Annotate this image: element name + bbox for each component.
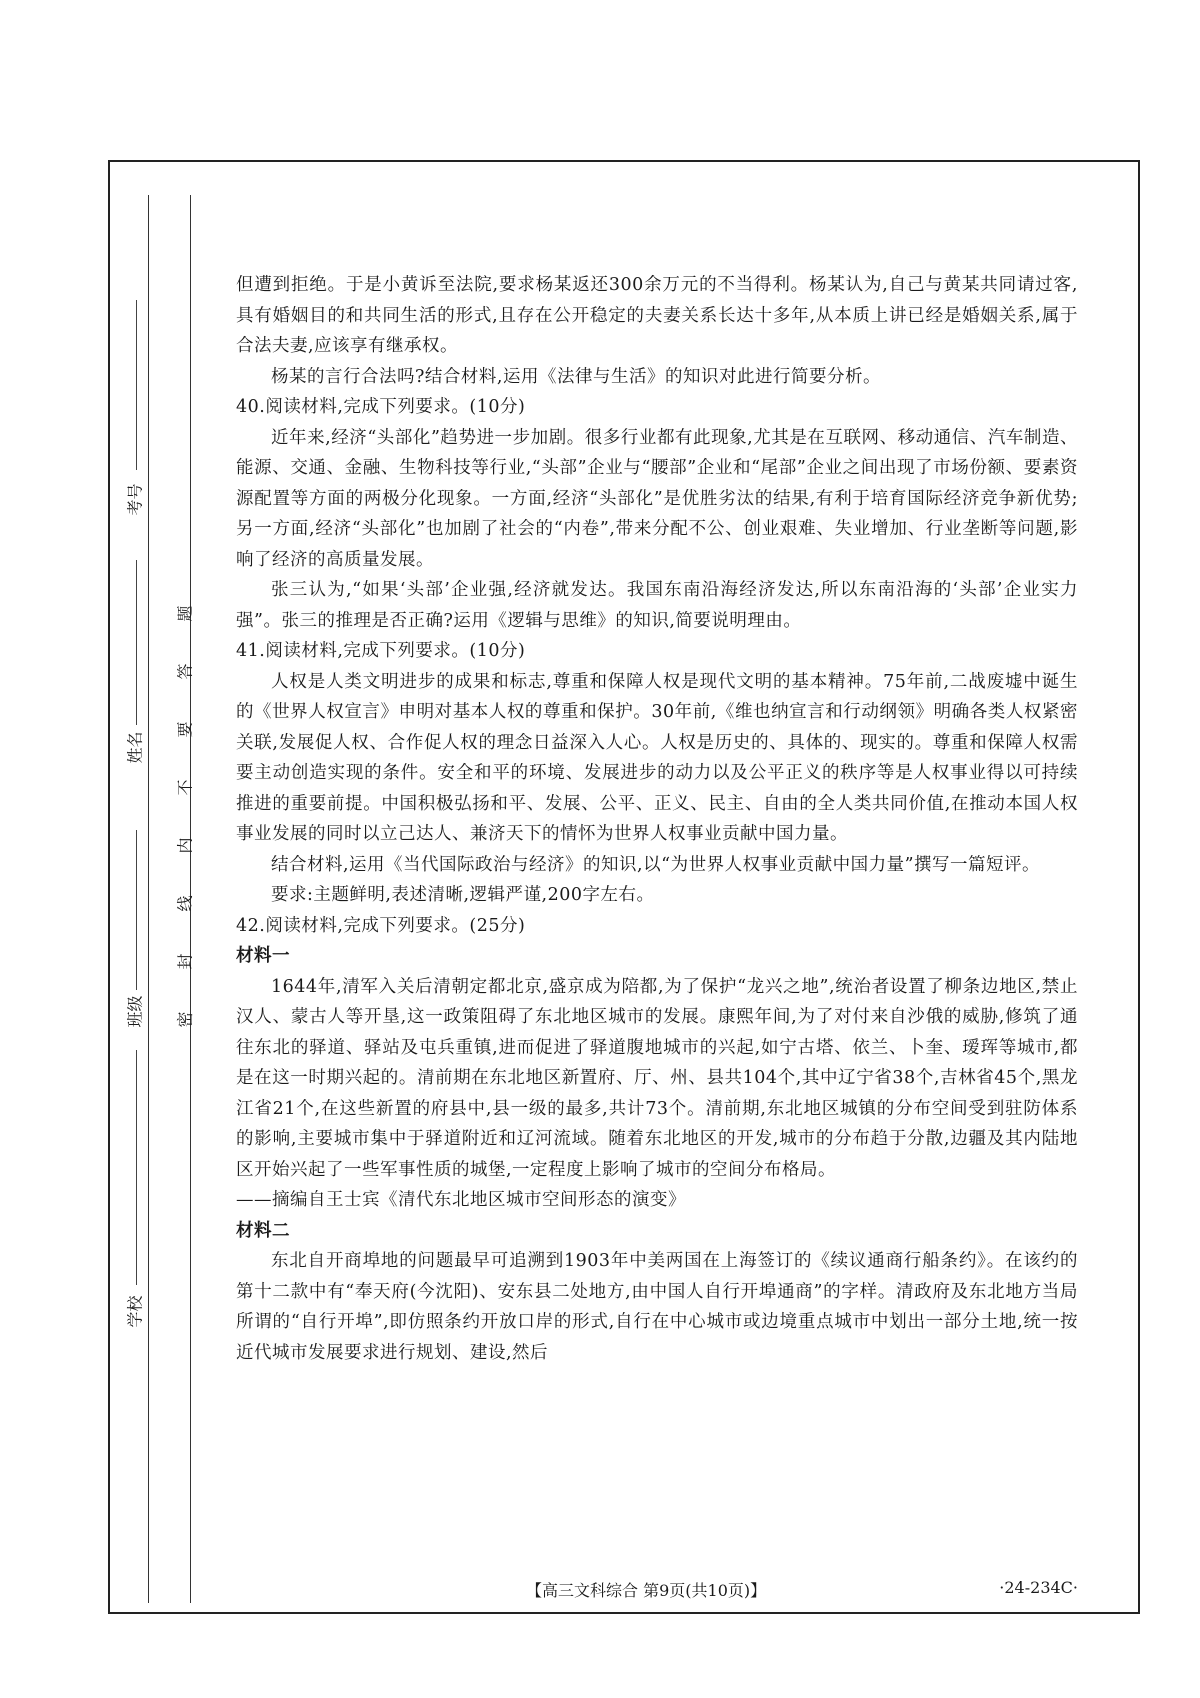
- material-one-text: 1644年,清军入关后清朝定都北京,盛京成为陪都,为了保护“龙兴之地”,统治者设置了柳条边地区,禁止汉人、蒙古人等开垦,这一政策阻碍了东北地区城市的发展。康熙年间,为了对付来自沙俄的威胁,修筑了通往东北的驿道、驿站及屯兵重镇,进而促进了驿道腹地城市的兴起,如宁古塔、依兰、卜奎、瑷珲等城市,都是在这一时期兴起的。清前期在东北地区新置府、厅、州、县共104个,其中辽宁省38个,吉林省45个,黑龙江省21个,在这些新置的府县中,县一级的最多,共计73个。清前期,东北地区城镇的分布空间受到驻防体系的影响,主要城市集中于驿道附近和辽河流域。随着东北地区的开发,城市的分布趋于分散,边疆及其内陆地区开始兴起了一些军事性质的城堡,一定程度上影响了城市的空间分布格局。: [236, 976, 1078, 1180]
- seal-char: 封: [175, 953, 195, 970]
- seal-char: 不: [175, 779, 195, 796]
- q41-requirements: 要求:主题鲜明,表述清晰,逻辑严谨,200字左右。: [271, 885, 655, 905]
- school-blank: [136, 1050, 137, 1285]
- material-two-title: 材料二: [236, 1220, 290, 1241]
- q40-heading: 40.阅读材料,完成下列要求。(10分): [236, 397, 526, 417]
- seal-char: 内: [175, 837, 195, 854]
- school-label: 学校: [125, 1295, 145, 1328]
- question-content: [236, 270, 1078, 1368]
- seal-char: 答: [175, 663, 195, 680]
- name-label: 姓名: [125, 731, 145, 764]
- q41-material: 人权是人类文明进步的成果和标志,尊重和保障人权是现代文明的基本精神。75年前,二战废墟中诞生的《世界人权宣言》申明对基本人权的尊重和保护。30年前,《维也纳宣言和行动纲领》明确各类人权紧密关联,发展促人权、合作促人权的理念日益深入人心。人权是历史的、具体的、现实的。尊重和保障人权需要主动创造实现的条件。安全和平的环境、发展进步的动力以及公平正义的秩序等是人权事业得以可持续推进的重要前提。中国积极弘扬和平、发展、公平、正义、民主、自由的全人类共同价值,在推动本国人权事业发展的同时以立己达人、兼济天下的情怀为世界人权事业贡献中国力量。: [236, 671, 1078, 844]
- exam-no-label: 考号: [125, 483, 145, 516]
- q41-prompt: 结合材料,运用《当代国际政治与经济》的知识,以“为世界人权事业贡献中国力量”撰写一篇短评。: [271, 854, 1041, 875]
- material-one-source: ——摘编自王士宾《清代东北地区城市空间形态的演变》: [236, 1190, 686, 1210]
- q39-prompt: 杨某的言行合法吗?结合材料,运用《法律与生活》的知识对此进行简要分析。: [271, 366, 881, 387]
- seal-char: 密: [175, 1011, 195, 1028]
- name-blank: [136, 560, 137, 725]
- q41-heading: 41.阅读材料,完成下列要求。(10分): [236, 641, 526, 661]
- material-two-text: 东北自开商埠地的问题最早可追溯到1903年中美两国在上海签订的《续议通商行船条约》。在该约的第十二款中有“奉天府(今沈阳)、安东县二处地方,由中国人自行开埠通商”的字样。清政府及东北地方当局所谓的“自行开埠”,即仿照条约开放口岸的形式,自行在中心城市或边境重点城市中划出一部分土地,统一按近代城市发展要求进行规划、建设,然后: [236, 1251, 1078, 1363]
- exam-no-blank: [136, 300, 137, 470]
- seal-char: 题: [175, 605, 195, 622]
- q40-material: 近年来,经济“头部化”趋势进一步加剧。很多行业都有此现象,尤其是在互联网、移动通信、汽车制造、能源、交通、金融、生物科技等行业,“头部”企业与“腰部”企业和“尾部”企业之间出现了市场份额、要素资源配置等方面的两极分化现象。一方面,经济“头部化”是优胜劣汰的结果,有利于培育国际经济竞争新优势;另一方面,经济“头部化”也加剧了社会的“内卷”,带来分配不公、创业艰难、失业增加、行业垄断等问题,影响了经济的高质量发展。: [236, 427, 1078, 570]
- footer-code: ·24-234C·: [999, 1578, 1078, 1597]
- seal-char: 线: [175, 895, 195, 912]
- seal-char: 要: [175, 721, 195, 738]
- binding-line-outer: [148, 195, 149, 1603]
- material-one-title: 材料一: [236, 946, 290, 966]
- footer-page-info: 【高三文科综合 第9页(共10页)】: [526, 1581, 767, 1600]
- class-label: 班级: [125, 995, 145, 1028]
- class-blank: [136, 830, 137, 990]
- q39-material-tail: 但遭到拒绝。于是小黄诉至法院,要求杨某返还300余万元的不当得利。杨某认为,自己与黄某共同请过客,具有婚姻目的和共同生活的形式,且存在公开稳定的夫妻关系长达十多年,从本质上讲已经是婚姻关系,属于合法夫妻,应该享有继承权。: [236, 275, 1078, 356]
- q40-prompt: 张三认为,“如果‘头部’企业强,经济就发达。我国东南沿海经济发达,所以东南沿海的‘头部’企业实力强”。张三的推理是否正确?运用《逻辑与思维》的知识,简要说明理由。: [236, 580, 1078, 631]
- q42-heading: 42.阅读材料,完成下列要求。(25分): [236, 915, 526, 936]
